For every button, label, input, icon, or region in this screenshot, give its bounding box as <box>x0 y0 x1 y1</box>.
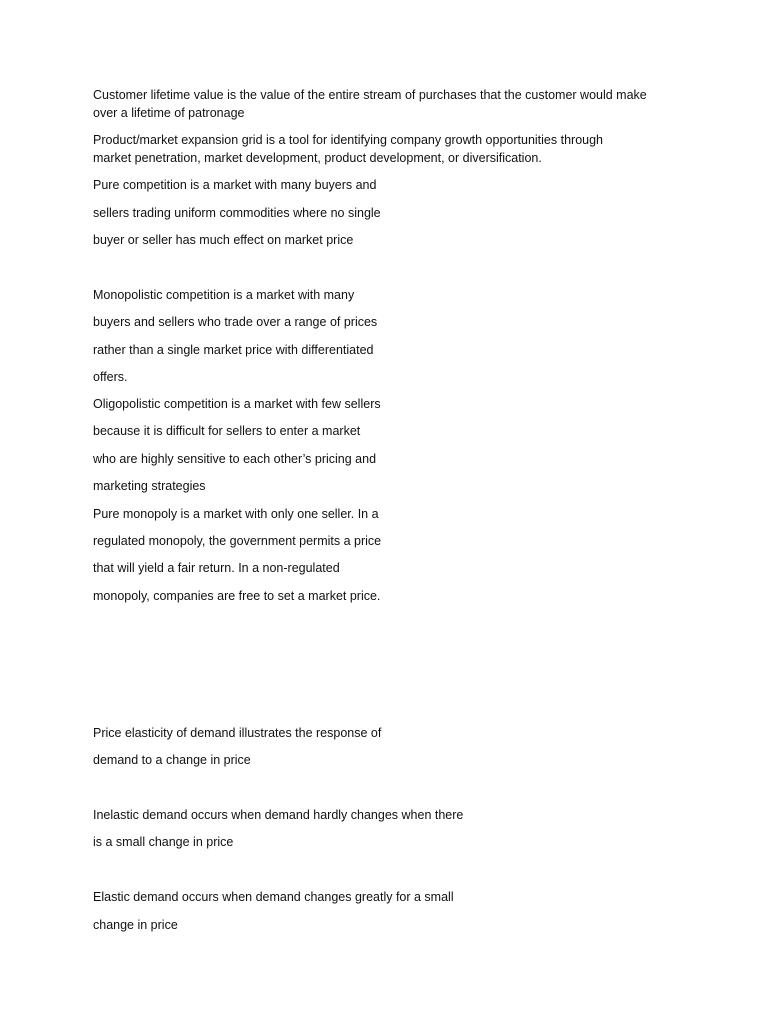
text-line: Elastic demand occurs when demand changes greatly for a small <box>93 890 454 904</box>
text-line: regulated monopoly, the government permits a price <box>93 534 382 548</box>
text-line: buyers and sellers who trade over a range of prices <box>93 315 378 329</box>
text-line: buyer or seller has much effect on market price <box>93 233 354 247</box>
text-line: Product/market expansion grid is a tool for identifying company growth opportunities through <box>93 133 604 147</box>
text-line: Pure competition is a market with many buyers and <box>93 178 377 192</box>
text-line: that will yield a fair return. In a non-regulated <box>93 561 340 575</box>
text-line: rather than a single market price with differentiated <box>93 343 374 357</box>
text-line: is a small change in price <box>93 835 234 849</box>
text-line: because it is difficult for sellers to enter a market <box>93 424 361 438</box>
text-line: who are highly sensitive to each other’s pricing and <box>93 452 377 466</box>
text-line: change in price <box>93 918 178 932</box>
text-line: monopoly, companies are free to set a market price. <box>93 589 381 603</box>
text-line: Monopolistic competition is a market with many <box>93 288 355 302</box>
text-line: sellers trading uniform commodities where no single <box>93 206 381 220</box>
text-line: demand to a change in price <box>93 753 251 767</box>
text-line: Inelastic demand occurs when demand hardly changes when there <box>93 808 464 822</box>
text-line: market penetration, market development, product development, or diversification. <box>93 151 542 165</box>
text-line: Price elasticity of demand illustrates the response of <box>93 726 382 740</box>
text-line: marketing strategies <box>93 479 206 493</box>
text-line: Pure monopoly is a market with only one seller. In a <box>93 507 379 521</box>
text-line: Oligopolistic competition is a market with few sellers <box>93 397 381 411</box>
text-line: over a lifetime of patronage <box>93 106 245 120</box>
text-line: offers. <box>93 370 128 384</box>
text-line: Customer lifetime value is the value of the entire stream of purchases that the customer would make <box>93 88 647 102</box>
